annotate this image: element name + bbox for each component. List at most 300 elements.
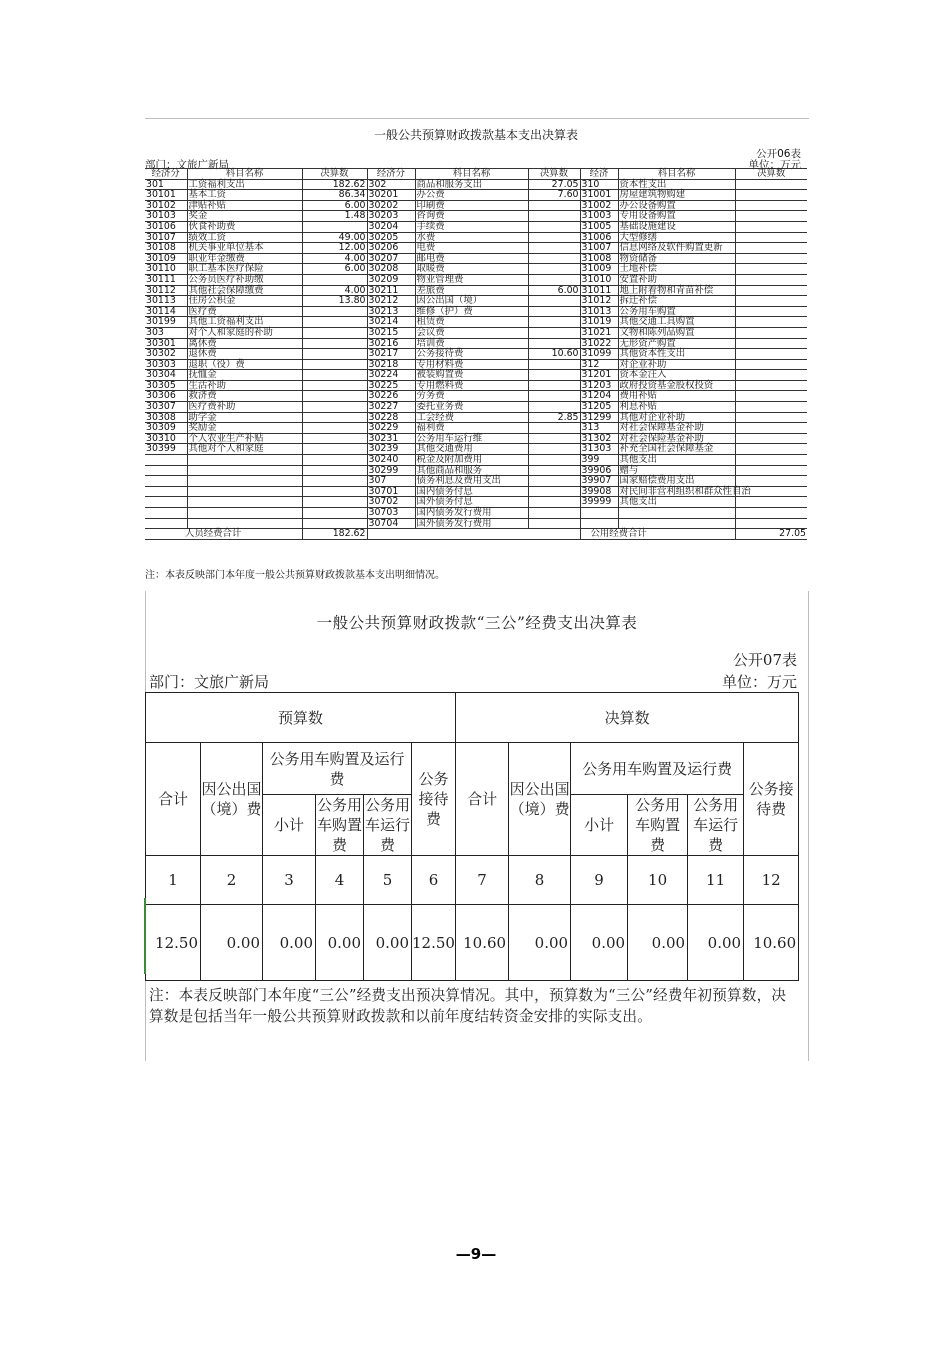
table1-cell [302, 380, 367, 391]
final-car-purchase-header: 公务用车购置费 [628, 795, 688, 856]
table1-cell: 安置补助 [618, 274, 735, 285]
table1-cell [145, 508, 187, 519]
table1-cell [528, 444, 580, 455]
value-cell: 0.00 [688, 905, 744, 981]
table1-cell: 信息网络及软件购置更新 [618, 243, 735, 254]
table1-cell [302, 423, 367, 434]
table1-cell [735, 349, 807, 360]
table1-cell: 30240 [367, 455, 415, 466]
table1-cell: 国外债务发行费用 [415, 518, 528, 529]
table1-cell: 电费 [415, 243, 528, 254]
table1-cell: 30213 [367, 306, 415, 317]
table1-cell [618, 508, 735, 519]
table1-cell: 公务员医疗补助缴 [187, 274, 302, 285]
table1-cell: 房屋建筑物购建 [618, 190, 735, 201]
table1-cell [302, 370, 367, 381]
table1-cell: 30199 [145, 317, 187, 328]
table1-cell [735, 518, 807, 529]
table1-cell: 30206 [367, 243, 415, 254]
table1-cell: 30217 [367, 349, 415, 360]
table1-cell: 其他资本性支出 [618, 349, 735, 360]
table1-cell: 商品和服务支出 [415, 179, 528, 190]
table1-cell: 国内债务发行费用 [415, 508, 528, 519]
table1-cell: 土地补偿 [618, 264, 735, 275]
table1-cell: 4.00 [302, 253, 367, 264]
col-number: 7 [456, 856, 509, 905]
table1-cell [145, 455, 187, 466]
table1-cell [528, 391, 580, 402]
table1-cell [528, 306, 580, 317]
column-number-row [146, 856, 799, 905]
table1-cell: 30304 [145, 370, 187, 381]
table1-cell: 对社会保险基金补助 [618, 433, 735, 444]
col-number: 11 [688, 856, 744, 905]
value-cell: 12.50 [146, 905, 201, 981]
final-subtotal-header: 小计 [571, 795, 628, 856]
table1-row [145, 190, 807, 201]
value-cell: 10.60 [456, 905, 509, 981]
value-cell: 0.00 [316, 905, 364, 981]
table1-cell [187, 455, 302, 466]
table1-cell: 31021 [580, 327, 618, 338]
table1-cell [735, 317, 807, 328]
table1-cell: 39908 [580, 486, 618, 497]
table1-cell [735, 433, 807, 444]
table1-cell: 30228 [367, 412, 415, 423]
table1-cell [145, 476, 187, 487]
three-public-expenditure-sheet [145, 591, 809, 1061]
table1-cell [302, 497, 367, 508]
table1-title: 一般公共预算财政拨款基本支出决算表 [373, 128, 578, 142]
table1-cell: 物资储备 [618, 253, 735, 264]
table1-cell [735, 232, 807, 243]
table1-cell: 30110 [145, 264, 187, 275]
table1-cell: 费用补贴 [618, 391, 735, 402]
table1-cell: 6.00 [302, 200, 367, 211]
table1-cell: 31007 [580, 243, 618, 254]
table1-cell: 无形资产购置 [618, 338, 735, 349]
table1-cell: 基本工资 [187, 190, 302, 201]
table1-cell [528, 465, 580, 476]
table1-cell: 30214 [367, 317, 415, 328]
table1-cell: 31012 [580, 296, 618, 307]
table1-cell [735, 412, 807, 423]
table1-cell: 医疗费补助 [187, 402, 302, 413]
table1-cell: 专用燃料费 [415, 380, 528, 391]
table1-header-cell: 科目名称 [187, 169, 302, 180]
table1-cell: 6.00 [528, 285, 580, 296]
table1-cell: 30305 [145, 380, 187, 391]
final-reception-header: 公务接待费 [744, 743, 799, 856]
value-cell: 0.00 [509, 905, 571, 981]
budget-subtotal-header: 小计 [263, 795, 316, 856]
table1-cell: 其他支出 [618, 497, 735, 508]
table1-cell: 30112 [145, 285, 187, 296]
col-number: 9 [571, 856, 628, 905]
table1-cell: 30215 [367, 327, 415, 338]
table1-cell: 劳务费 [415, 391, 528, 402]
table1-cell: 30218 [367, 359, 415, 370]
table1-row [145, 274, 807, 285]
table1-cell: 1.48 [302, 211, 367, 222]
table1-totals-row [145, 529, 807, 540]
value-cell: 0.00 [201, 905, 263, 981]
table1-cell: 邮电费 [415, 253, 528, 264]
table2-title: 一般公共预算财政拨款“三公”经费支出决算表 [316, 614, 638, 632]
table1-cell: 抚恤金 [187, 370, 302, 381]
table1-cell: 地上附着物和青苗补偿 [618, 285, 735, 296]
table2-code: 公开07表 [732, 651, 797, 669]
table1-cell [302, 433, 367, 444]
table1-cell: 31302 [580, 433, 618, 444]
table1-cell [302, 359, 367, 370]
table1-cell: 303 [145, 327, 187, 338]
table1-cell [735, 465, 807, 476]
table1-cell: 30701 [367, 486, 415, 497]
table1-cell: 31001 [580, 190, 618, 201]
value-cell: 12.50 [412, 905, 456, 981]
table1-cell [302, 476, 367, 487]
budget-reception-header: 公务接待费 [412, 743, 456, 856]
table1-cell [735, 190, 807, 201]
table1-cell: 313 [580, 423, 618, 434]
table1-cell: 30202 [367, 200, 415, 211]
table1-cell: 机关事业单位基本 [187, 243, 302, 254]
table1-cell [187, 486, 302, 497]
table1-cell: 拆迁补偿 [618, 296, 735, 307]
table1-cell [735, 391, 807, 402]
table1-cell: 国家赔偿费用支出 [618, 476, 735, 487]
table1-cell [528, 243, 580, 254]
table1-cell: 津贴补贴 [187, 200, 302, 211]
table1-cell: 咨询费 [415, 211, 528, 222]
table1-cell: 绩效工资 [187, 232, 302, 243]
table1-cell: 差旅费 [415, 285, 528, 296]
table1-cell: 办公设备购置 [618, 200, 735, 211]
table1-cell: 30207 [367, 253, 415, 264]
table1-cell: 其他社会保障缴费 [187, 285, 302, 296]
table1-cell: 7.60 [528, 190, 580, 201]
table1-cell: 资本金注入 [618, 370, 735, 381]
table2-unit: 单位：万元 [721, 673, 797, 691]
table1-row [145, 243, 807, 254]
table1-cell [735, 423, 807, 434]
table1-row [145, 380, 807, 391]
budget-total-header: 合计 [146, 743, 201, 856]
table1-cell [302, 455, 367, 466]
values-row [146, 905, 799, 981]
col-number: 10 [628, 856, 688, 905]
table1-cell [302, 402, 367, 413]
col-number: 3 [263, 856, 316, 905]
table1-cell: 31009 [580, 264, 618, 275]
table1-cell: 债务利息及费用支出 [415, 476, 528, 487]
table1-cell: 奖励金 [187, 423, 302, 434]
table1-cell: 31201 [580, 370, 618, 381]
table1-unit: 单位：万元 [748, 159, 801, 171]
table1-cell [145, 486, 187, 497]
personnel-total-label: 人员经费合计 [145, 529, 302, 540]
col-number: 12 [744, 856, 799, 905]
table1-cell [735, 327, 807, 338]
table1-header-cell: 经济分 [145, 169, 187, 180]
table1-cell [528, 232, 580, 243]
table1-cell: 27.05 [528, 179, 580, 190]
table1-cell: 对个人和家庭的补助 [187, 327, 302, 338]
table1-cell: 水费 [415, 232, 528, 243]
table1-note: 注：本表反映部门本年度一般公共预算财政拨款基本支出明细情况。 [145, 570, 445, 581]
table1-cell [735, 200, 807, 211]
table1-code: 公开06表 [756, 148, 801, 160]
table1-header-cell: 科目名称 [415, 169, 528, 180]
table1-cell: 赠与 [618, 465, 735, 476]
table1-cell [302, 508, 367, 519]
table1-cell: 租赁费 [415, 317, 528, 328]
table1-cell: 30308 [145, 412, 187, 423]
table1-cell: 国内债务付息 [415, 486, 528, 497]
table1-cell [735, 306, 807, 317]
table2-note: 注：本表反映部门本年度“三公”经费支出预决算情况。其中，预算数为“三公”经费年初预算数，决算数是包括当年一般公共预算财政拨款和以前年度结转资金安排的实际支出。 [149, 987, 787, 1025]
table1-cell: 其他工资福利支出 [187, 317, 302, 328]
table1-cell: 专用材料费 [415, 359, 528, 370]
table1-cell: 10.60 [528, 349, 580, 360]
table1-cell: 30302 [145, 349, 187, 360]
table1-cell: 310 [580, 179, 618, 190]
table1-cell: 取暖费 [415, 264, 528, 275]
table1-header-cell: 经济分 [367, 169, 415, 180]
table1-row [145, 412, 807, 423]
table1-cell [145, 518, 187, 529]
table1-cell [528, 221, 580, 232]
table1-header-cell: 经济 [580, 169, 618, 180]
table1-cell: 手续费 [415, 221, 528, 232]
table1-cell [528, 274, 580, 285]
table1-cell: 其他交通工具购置 [618, 317, 735, 328]
table1-cell: 因公出国（境） [415, 296, 528, 307]
table1-cell [528, 211, 580, 222]
table1-cell: 12.00 [302, 243, 367, 254]
table1-cell [302, 317, 367, 328]
table1-cell [735, 476, 807, 487]
table1-cell: 2.85 [528, 412, 580, 423]
table1-cell [145, 497, 187, 508]
table1-cell: 利息补贴 [618, 402, 735, 413]
basic-expenditure-table [145, 168, 807, 540]
table1-cell: 其他对个人和家庭 [187, 444, 302, 455]
table1-cell: 31011 [580, 285, 618, 296]
table1-cell: 培训费 [415, 338, 528, 349]
table1-cell [528, 518, 580, 529]
table1-row [145, 518, 807, 529]
table1-cell: 30310 [145, 433, 187, 444]
table1-cell: 30106 [145, 221, 187, 232]
table1-cell: 国外债务付息 [415, 497, 528, 508]
table1-cell [302, 221, 367, 232]
table1-cell: 30239 [367, 444, 415, 455]
table1-cell [528, 264, 580, 275]
table1-cell [528, 433, 580, 444]
table1-cell: 31006 [580, 232, 618, 243]
table1-cell: 302 [367, 179, 415, 190]
table1-cell [528, 296, 580, 307]
value-cell: 0.00 [571, 905, 628, 981]
table1-cell: 对民间非营利组织和群众性自治 [619, 485, 751, 497]
table1-cell: 30309 [145, 423, 187, 434]
table1-cell [528, 455, 580, 466]
table1-cell: 312 [580, 359, 618, 370]
table1-row [145, 455, 807, 466]
table1-cell: 30114 [145, 306, 187, 317]
table1-cell: 住房公积金 [187, 296, 302, 307]
table1-cell [302, 327, 367, 338]
table1-cell: 31013 [580, 306, 618, 317]
table1-cell: 31005 [580, 221, 618, 232]
final-car-operation-header: 公务用车运行费 [688, 795, 744, 856]
table1-cell: 印刷费 [415, 200, 528, 211]
table1-cell [302, 349, 367, 360]
table1-cell: 公务用车运行维 [415, 433, 528, 444]
table1-cell: 31010 [580, 274, 618, 285]
value-cell: 0.00 [364, 905, 412, 981]
table1-cell: 49.00 [302, 232, 367, 243]
public-total-label: 公用经费合计 [580, 529, 735, 540]
table1-cell [187, 508, 302, 519]
table1-cell [302, 306, 367, 317]
table1-header-cell: 决算数 [528, 169, 580, 180]
table1-cell: 307 [367, 476, 415, 487]
col-number: 4 [316, 856, 364, 905]
table1-cell: 30101 [145, 190, 187, 201]
table1-cell [528, 402, 580, 413]
col-number: 1 [146, 856, 201, 905]
table1-cell: 301 [145, 179, 187, 190]
table1-cell: 其他交通费用 [415, 444, 528, 455]
table1-row [145, 211, 807, 222]
table1-cell: 31203 [580, 380, 618, 391]
budget-car-operation-header: 公务用车运行费 [364, 796, 410, 854]
table1-cell: 30306 [145, 391, 187, 402]
table1-cell [735, 264, 807, 275]
table1-cell: 其他商品和服务 [415, 465, 528, 476]
col-number: 8 [509, 856, 571, 905]
table1-cell [735, 508, 807, 519]
table1-cell: 文物和陈列品购置 [618, 327, 735, 338]
table1-header-cell: 决算数 [735, 169, 807, 180]
table1-cell [735, 338, 807, 349]
table1-cell: 资本性支出 [618, 179, 735, 190]
table1-cell: 31299 [580, 412, 618, 423]
table1-cell [302, 412, 367, 423]
table1-cell [735, 211, 807, 222]
table1-cell: 福利费 [415, 423, 528, 434]
table1-cell: 31019 [580, 317, 618, 328]
table1-row [145, 200, 807, 211]
three-public-table [145, 692, 799, 981]
budget-group-header: 预算数 [146, 693, 456, 743]
table1-cell: 30227 [367, 402, 415, 413]
table1-cell [302, 465, 367, 476]
table1-cell: 30113 [145, 296, 187, 307]
table1-cell: 税金及附加费用 [415, 455, 528, 466]
table1-cell [528, 359, 580, 370]
table1-cell [302, 444, 367, 455]
table1-cell [528, 508, 580, 519]
table1-cell: 30212 [367, 296, 415, 307]
table1-cell: 30231 [367, 433, 415, 444]
table1-cell [528, 370, 580, 381]
table1-cell [735, 370, 807, 381]
table1-cell: 30108 [145, 243, 187, 254]
table1-cell [735, 444, 807, 455]
table1-cell: 救济费 [187, 391, 302, 402]
table1-cell: 退职（役）费 [187, 359, 302, 370]
table1-cell: 离休费 [187, 338, 302, 349]
table1-header-cell: 决算数 [302, 169, 367, 180]
table1-cell: 182.62 [302, 179, 367, 190]
table1-cell [735, 253, 807, 264]
table1-cell: 伙食补助费 [187, 221, 302, 232]
table1-cell: 工资福利支出 [187, 179, 302, 190]
table1-cell [528, 338, 580, 349]
table1-cell [735, 402, 807, 413]
table1-cell: 职业年金缴费 [187, 253, 302, 264]
table1-cell: 13.80 [302, 296, 367, 307]
table1-cell [528, 486, 580, 497]
table1-cell: 39906 [580, 465, 618, 476]
table1-cell [528, 380, 580, 391]
table1-cell: 30399 [145, 444, 187, 455]
value-cell: 0.00 [628, 905, 688, 981]
budget-abroad-header: 因公出国（境）费 [201, 743, 263, 856]
table1-cell: 对企业补助 [618, 359, 735, 370]
budget-car-purchase-header: 公务用车购置费 [316, 796, 362, 854]
table1-cell: 39907 [580, 476, 618, 487]
table1-cell [302, 338, 367, 349]
table1-cell: 办公费 [415, 190, 528, 201]
table1-cell: 30201 [367, 190, 415, 201]
table1-row [145, 370, 807, 381]
table1-cell: 奖金 [187, 211, 302, 222]
table1-row [145, 264, 807, 275]
table1-cell [528, 327, 580, 338]
table1-cell: 39999 [580, 497, 618, 508]
table1-cell [735, 274, 807, 285]
table1-cell [187, 497, 302, 508]
table1-cell: 30704 [367, 518, 415, 529]
table1-cell: 6.00 [302, 264, 367, 275]
personnel-total-value: 182.62 [302, 529, 367, 540]
table1-cell: 30229 [367, 423, 415, 434]
table1-cell: 会议费 [415, 327, 528, 338]
table1-cell [735, 243, 807, 254]
table1-cell: 30702 [367, 497, 415, 508]
table1-cell [735, 497, 807, 508]
table1-row [145, 486, 807, 497]
table1-cell [735, 285, 807, 296]
table1-cell: 维修（护）费 [415, 306, 528, 317]
page-number: —9— [455, 1245, 497, 1263]
table1-cell: 职工基本医疗保险 [187, 264, 302, 275]
table1-cell: 31099 [580, 349, 618, 360]
table1-cell: 30211 [367, 285, 415, 296]
final-abroad-header: 因公出国（境）费 [509, 743, 571, 856]
table1-row [145, 349, 807, 360]
table1-row [145, 338, 807, 349]
table1-cell: 被装购置费 [415, 370, 528, 381]
table1-cell: 30109 [145, 253, 187, 264]
table1-cell [302, 391, 367, 402]
table1-cell [528, 497, 580, 508]
